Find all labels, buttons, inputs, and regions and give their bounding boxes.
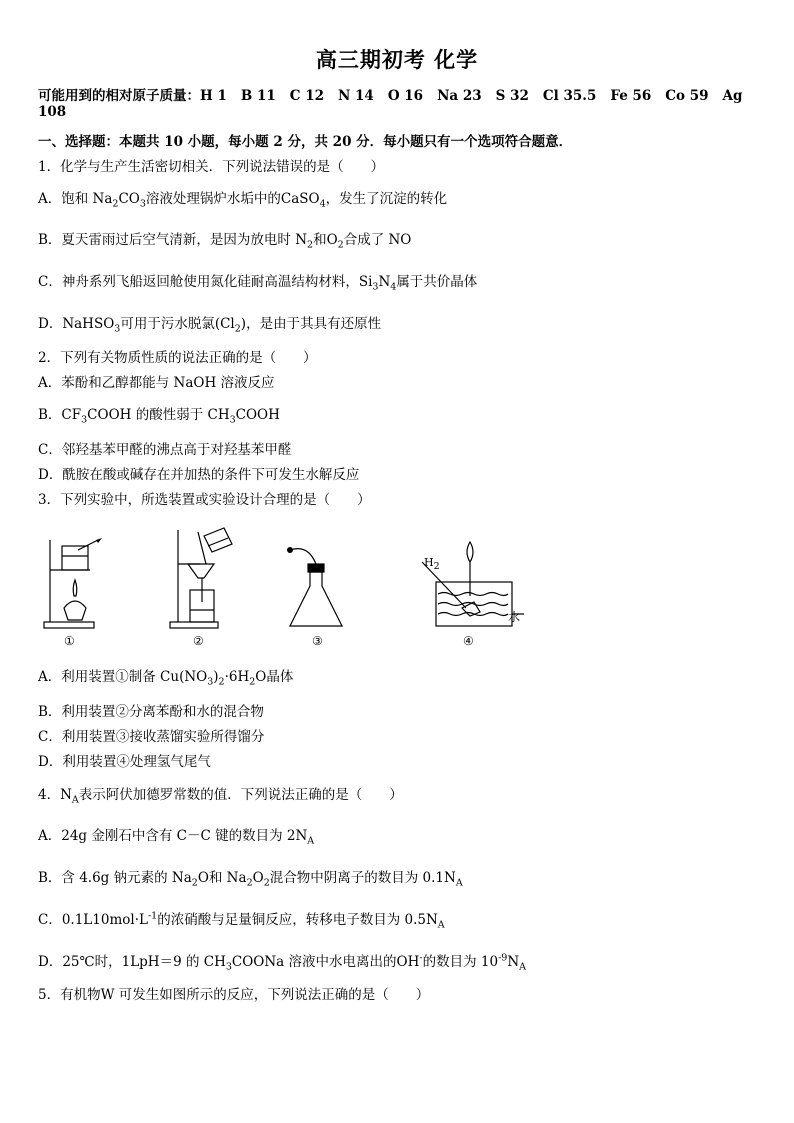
funnel-2 xyxy=(188,564,214,578)
mass-h: H 1 xyxy=(200,88,227,104)
stopper-3 xyxy=(308,564,324,572)
figure-label-1: ① xyxy=(64,634,75,648)
apparatus-drawing xyxy=(38,522,538,652)
stand-base-1 xyxy=(44,622,94,628)
q2-option-a: A．苯酚和乙醇都能与 NaOH 溶液反应 xyxy=(38,375,275,391)
q2-stem: 2．下列有关物质性质的说法正确的是（ ） xyxy=(38,350,317,366)
pouring-beaker-2 xyxy=(204,528,232,552)
q3-option-a: A．利用装置①制备 $Cu(NO_3)_2\cdot 6H_2O$晶体 xyxy=(38,669,294,688)
mass-ag: Ag xyxy=(722,88,743,104)
q1-option-c: C．神舟系列飞船返回舱使用氮化硅耐高温结构材料，$Si_3N_4$属于共价晶体 xyxy=(38,274,478,293)
q2-option-b: B．$CF_3COOH$ 的酸性弱于 $CH_3COOH$ xyxy=(38,407,280,426)
apparatus-figures xyxy=(38,522,538,652)
q1-stem: 1．化学与生产生活密切相关．下列说法错误的是（ ） xyxy=(38,159,385,175)
conical-flask-3 xyxy=(290,572,342,626)
q4-stem: 4．$N_A$表示阿伏加德罗常数的值．下列说法正确的是（ ） xyxy=(38,787,403,806)
figure-label-4: ④ xyxy=(463,634,474,648)
atomic-mass-line xyxy=(38,84,742,104)
mass-co: Co 59 xyxy=(665,88,709,104)
figure-label-2: ② xyxy=(193,634,204,648)
q4-option-d: D．25℃时，1LpH＝9 的 $CH_3COONa$ 溶液中水电离出的OH-的数目为 $10^{-9}N_A$ xyxy=(38,952,527,973)
mass-ag-value: 108 xyxy=(38,104,67,120)
q4-option-a: A．24g 金刚石中含有 C－C 键的数目为 $2N_A$ xyxy=(38,828,315,847)
mass-o: O 16 xyxy=(387,88,424,104)
mass-cl: Cl 35.5 xyxy=(542,88,597,104)
mass-b: B 11 xyxy=(240,88,276,104)
q2-option-c: C．邻羟基苯甲醛的沸点高于对羟基苯甲醛 xyxy=(38,442,292,458)
flame-4 xyxy=(467,542,473,562)
mass-n: N 14 xyxy=(338,88,374,104)
atomic-mass-label: 可能用到的相对原子质量： xyxy=(38,88,200,104)
stand-base-2 xyxy=(170,622,218,628)
mass-na: Na 23 xyxy=(437,88,482,104)
q3-stem: 3．下列实验中，所选装置或实验设计合理的是（ ） xyxy=(38,492,371,508)
q1-option-a: A．饱和 $Na_2CO_3$溶液处理锅炉水垢中的CaSO$_4$，发生了沉淀的转化 xyxy=(38,191,448,210)
q1-option-d: D．NaHSO$_3$可用于污水脱氯$(Cl_2)$，是由于其具有还原性 xyxy=(38,316,382,335)
mass-c: C 12 xyxy=(289,88,324,104)
beaker-1 xyxy=(62,546,88,570)
section-heading: 一、选择题：本题共 10 小题，每小题 2 分，共 20 分．每小题只有一个选项符合题意． xyxy=(38,134,573,150)
q5-stem: 5．有机物W 可发生如图所示的反应，下列说法正确的是（ ） xyxy=(38,987,430,1003)
q1-option-b: B．夏天雷雨过后空气清新，是因为放电时 $N_2$和$O_2$合成了 NO xyxy=(38,232,412,251)
mass-s: S 32 xyxy=(495,88,529,104)
q3-option-b: B．利用装置②分离苯酚和水的混合物 xyxy=(38,704,264,720)
q3-option-d: D．利用装置④处理氢气尾气 xyxy=(38,754,211,770)
alcohol-lamp-1 xyxy=(64,601,86,620)
tube-3 xyxy=(290,549,316,564)
figure-label-3: ③ xyxy=(312,634,323,648)
page-title: 高三期初考 化学 xyxy=(315,47,479,72)
q3-option-c: C．利用装置③接收蒸馏实验所得馏分 xyxy=(38,729,265,745)
h2-label: $H_2$ xyxy=(424,556,440,573)
water-label: 水 xyxy=(508,610,521,624)
q4-option-c: C．$0.1L10mol\cdot L^{-1}$的浓硝酸与足量铜反应，转移电子数目为 $0.5N_A$ xyxy=(38,910,445,931)
mass-fe: Fe 56 xyxy=(610,88,652,104)
q2-option-d: D．酰胺在酸或碱存在并加热的条件下可发生水解反应 xyxy=(38,467,360,483)
q4-option-b: B．含 4.6g 钠元素的 $Na_2O$和 $Na_2O_2$混合物中阴离子的数目为 $0.1N_A$ xyxy=(38,870,463,889)
